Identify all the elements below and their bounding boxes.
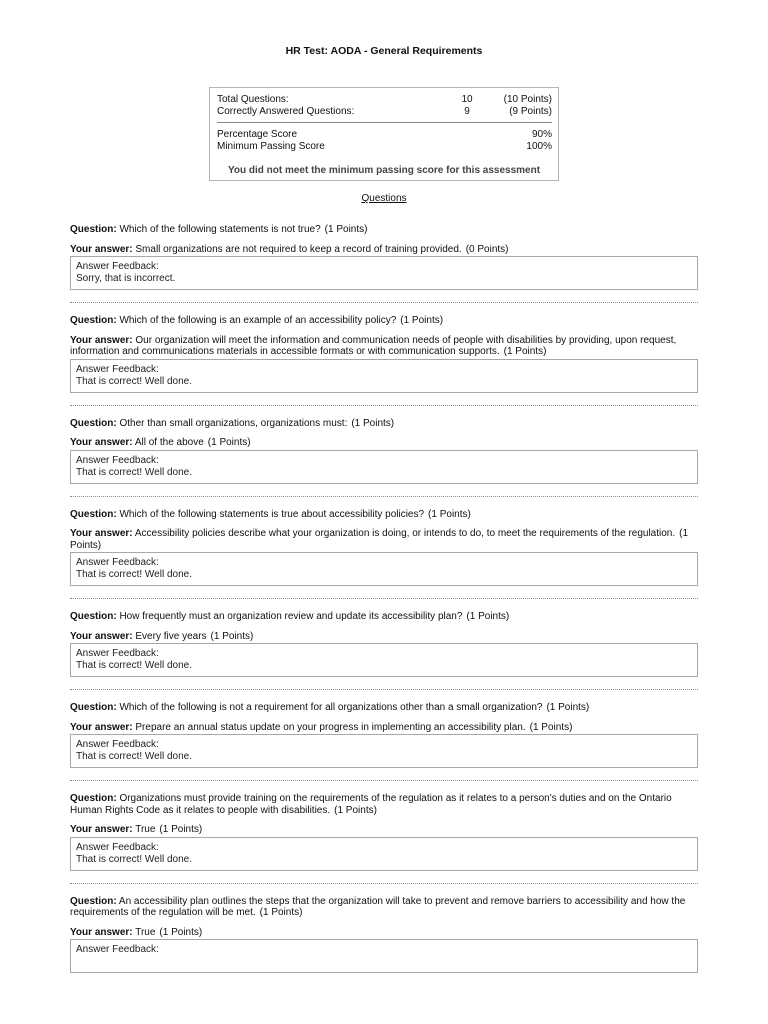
percentage-score-row [217, 129, 552, 141]
score-summary-box [209, 87, 559, 181]
feedback-label: Answer Feedback: [76, 557, 159, 568]
answer-points: (1 Points) [70, 528, 689, 551]
question-line [70, 509, 698, 521]
answer-label: Your answer: [70, 243, 133, 255]
answer-feedback-box [70, 939, 698, 973]
answer-label: Your answer: [70, 437, 133, 448]
answer-label: Your answer: [70, 334, 133, 346]
answer-text: Our organization will meet the information and communication needs of people with disabilities by providing, upon request, information and communications materials in accessible formats or with communication supports. [70, 334, 677, 357]
question-points: (1 Points) [428, 508, 471, 520]
questions-heading: Questions [361, 193, 407, 204]
question-text: Which of the following statements is true about accessibility policies? [119, 508, 425, 520]
result-message: You did not meet the minimum passing score for this assessment [227, 165, 541, 176]
question-label: Question: [70, 417, 117, 429]
feedback-text: That is correct! Well done. [76, 660, 192, 671]
answer-line [70, 528, 698, 551]
question-text: Which of the following is an example of an accessibility policy? [119, 315, 397, 326]
feedback-label: Answer Feedback: [76, 454, 159, 466]
question-text: Which of the following is not a requirement for all organizations other than a small organization? [119, 702, 543, 713]
question-text: Which of the following statements is not true? [119, 224, 321, 235]
correct-answers-value: 9 [464, 106, 470, 117]
correct-answers-row [217, 106, 552, 118]
question-label: Question: [70, 315, 117, 326]
answer-text: True [135, 926, 156, 938]
feedback-label: Answer Feedback: [76, 363, 159, 375]
answer-line [70, 824, 698, 836]
question-line [70, 896, 698, 919]
feedback-label: Answer Feedback: [76, 739, 159, 750]
question-label: Question: [70, 895, 117, 907]
total-questions-row [217, 94, 552, 106]
question-text: How frequently must an organization review and update its accessibility plan? [119, 611, 463, 622]
correct-answers-label: Correctly Answered Questions: [217, 106, 355, 117]
question-divider [70, 496, 698, 497]
answer-feedback-box [70, 643, 698, 677]
answer-feedback-box [70, 837, 698, 871]
question-label: Question: [70, 702, 117, 713]
question-text: An accessibility plan outlines the steps that the organization will take to prevent and remove barriers to accessibility and how the requirements of the regulation will be met. [70, 895, 686, 918]
answer-line [70, 631, 698, 643]
answer-text: Accessibility policies describe what your organization is doing, or intends to do, to meet the requirements of the regulation. [134, 528, 676, 539]
feedback-label: Answer Feedback: [76, 648, 159, 659]
min-passing-row [217, 141, 552, 153]
answer-line [70, 927, 698, 939]
question-text: Organizations must provide training on the requirements of the regulation as it relates to a person's duties and on the Ontario Human Rights Code as it relates to people with disabilities. [70, 793, 672, 816]
answer-line [70, 244, 698, 256]
question-line [70, 224, 698, 236]
correct-answers-points: (9 Points) [509, 106, 552, 117]
question-points: (1 Points) [259, 907, 303, 918]
percentage-score-value: 90% [531, 129, 552, 140]
question-divider [70, 689, 698, 690]
answer-label: Your answer: [70, 824, 133, 835]
question-label: Question: [70, 508, 117, 520]
feedback-text: That is correct! Well done. [76, 466, 192, 478]
answer-text: True [135, 824, 156, 835]
answer-line [70, 722, 698, 734]
answer-feedback-box [70, 734, 698, 768]
question-label: Question: [70, 793, 117, 804]
question-line [70, 611, 698, 623]
answer-points: (1 Points) [503, 346, 547, 357]
feedback-label: Answer Feedback: [76, 841, 159, 853]
answer-points: (1 Points) [159, 824, 203, 835]
answer-label: Your answer: [70, 926, 133, 938]
answer-feedback-box [70, 552, 698, 586]
feedback-text: Sorry, that is incorrect. [76, 273, 176, 284]
question-item [70, 702, 698, 768]
feedback-label: Answer Feedback: [76, 944, 159, 955]
question-line [70, 702, 698, 714]
answer-label: Your answer: [70, 721, 133, 733]
question-item [70, 224, 698, 290]
answer-feedback-box [70, 359, 698, 393]
question-item [70, 611, 698, 677]
question-item [70, 418, 698, 484]
question-divider [70, 405, 698, 406]
answer-text: Small organizations are not required to keep a record of training provided. [135, 243, 462, 255]
min-passing-label: Minimum Passing Score [217, 141, 325, 152]
question-points: (1 Points) [400, 315, 444, 326]
question-divider [70, 883, 698, 884]
answer-points: (0 Points) [465, 243, 509, 255]
answer-line [70, 437, 698, 449]
question-divider [70, 598, 698, 599]
feedback-text: That is correct! Well done. [76, 853, 192, 865]
question-item [70, 896, 698, 974]
answer-feedback-box [70, 450, 698, 484]
answer-points: (1 Points) [159, 926, 203, 938]
question-points: (1 Points) [324, 224, 368, 235]
question-line [70, 418, 698, 430]
question-divider [70, 302, 698, 303]
question-line [70, 315, 698, 327]
answer-feedback-box [70, 256, 698, 290]
answer-text: Prepare an annual status update on your progress in implementing an accessibility plan. [135, 721, 526, 733]
answer-label: Your answer: [70, 528, 133, 539]
question-label: Question: [70, 611, 117, 622]
percentage-score-label: Percentage Score [217, 129, 298, 140]
question-text: Other than small organizations, organizations must: [119, 417, 348, 429]
question-item [70, 793, 698, 871]
feedback-text: That is correct! Well done. [76, 751, 192, 762]
question-line [70, 793, 698, 816]
question-points: (1 Points) [334, 804, 377, 816]
answer-points: (1 Points) [210, 630, 254, 642]
total-questions-label: Total Questions: [217, 94, 289, 105]
answer-text: Every five years [135, 630, 207, 642]
question-item [70, 315, 698, 393]
question-list [70, 224, 698, 973]
answer-label: Your answer: [70, 630, 133, 642]
question-item [70, 509, 698, 587]
feedback-text: That is correct! Well done. [76, 375, 192, 387]
feedback-text: That is correct! Well done. [76, 569, 192, 580]
answer-points: (1 Points) [207, 437, 251, 448]
total-questions-points: (10 Points) [503, 94, 552, 105]
min-passing-value: 100% [526, 141, 552, 152]
question-points: (1 Points) [351, 417, 395, 429]
question-divider [70, 780, 698, 781]
answer-points: (1 Points) [529, 721, 573, 733]
question-label: Question: [70, 224, 117, 235]
question-points: (1 Points) [466, 611, 510, 622]
summary-divider [217, 122, 552, 123]
page-title: HR Test: AODA - General Requirements [285, 45, 483, 57]
answer-line [70, 335, 698, 358]
answer-text: All of the above [134, 437, 204, 448]
total-questions-value: 10 [461, 94, 473, 105]
question-points: (1 Points) [546, 702, 590, 713]
feedback-label: Answer Feedback: [76, 261, 159, 272]
